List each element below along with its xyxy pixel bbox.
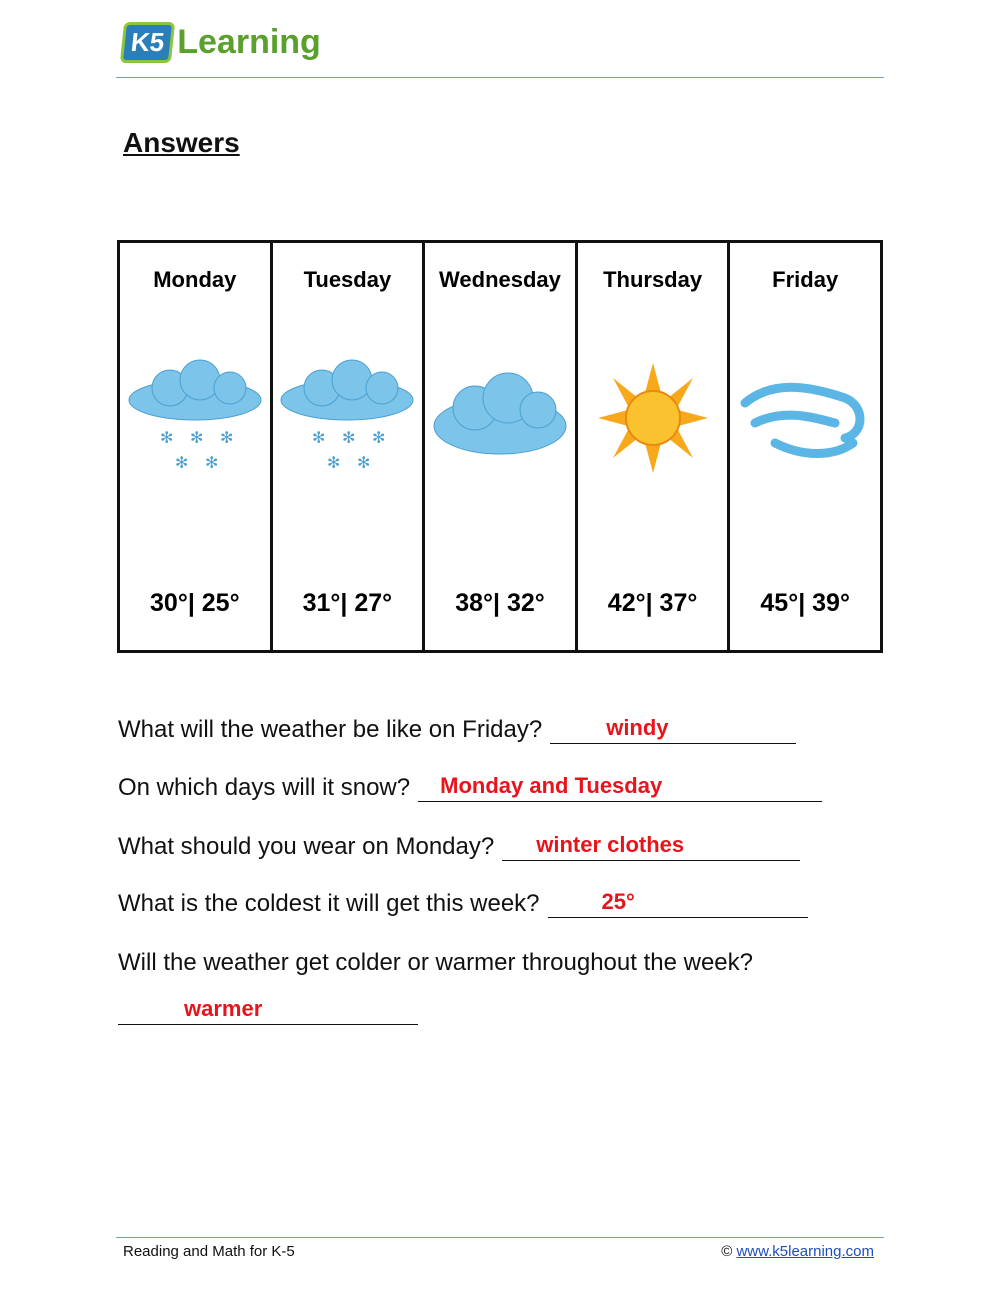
- question-2: [118, 774, 822, 802]
- question-text: Will the weather get colder or warmer throughout the week?: [118, 949, 753, 976]
- cloud-icon: [430, 358, 570, 478]
- svg-text:✻: ✻: [312, 428, 326, 447]
- svg-text:✻: ✻: [342, 428, 356, 447]
- header-divider: [116, 77, 884, 78]
- wind-icon: [735, 358, 875, 478]
- question-5-answer: [118, 996, 418, 1025]
- question-text: On which days will it snow?: [118, 774, 411, 801]
- question-5: [118, 949, 753, 977]
- footer-credit: [721, 1243, 874, 1260]
- temperature: 38°| 32°: [455, 589, 545, 617]
- temperature: 45°| 39°: [760, 589, 850, 617]
- answer-text: warmer: [184, 996, 263, 1021]
- day-column: [273, 243, 426, 650]
- page-title: Answers: [123, 127, 240, 158]
- answer-blank[interactable]: [418, 773, 822, 802]
- k5-learning-logo: [122, 22, 321, 63]
- question-text: What will the weather be like on Friday?: [118, 716, 543, 743]
- footer-tagline: Reading and Math for K-5: [123, 1243, 295, 1260]
- day-name: Tuesday: [303, 267, 392, 292]
- temperature: 31°| 27°: [302, 589, 393, 617]
- svg-text:✻: ✻: [159, 428, 174, 447]
- day-name: Wednesday: [439, 267, 561, 292]
- copyright-symbol: ©: [721, 1243, 733, 1260]
- day-name: Monday: [153, 267, 237, 292]
- day-name: Thursday: [603, 267, 703, 292]
- svg-text:✻: ✻: [327, 453, 341, 472]
- logo-k5: K5: [120, 22, 176, 63]
- svg-text:✻: ✻: [357, 453, 371, 472]
- weather-table: [117, 240, 883, 653]
- day-name: Friday: [772, 267, 839, 292]
- answer-blank[interactable]: [548, 889, 808, 918]
- day-column: [578, 243, 731, 650]
- day-column: [425, 243, 578, 650]
- sun-icon: [583, 358, 723, 478]
- answer-text: 25°: [601, 889, 635, 914]
- svg-text:✻: ✻: [174, 453, 189, 472]
- question-text: What should you wear on Monday?: [118, 833, 495, 860]
- footer-divider: [116, 1237, 884, 1238]
- svg-text:✻: ✻: [372, 428, 386, 447]
- answer-blank[interactable]: [502, 832, 800, 861]
- svg-text:✻: ✻: [219, 428, 234, 447]
- question-text: What is the coldest it will get this week?: [118, 890, 540, 917]
- answer-text: windy: [606, 715, 669, 740]
- temperature: 30°| 25°: [150, 589, 240, 617]
- temperature: 42°| 37°: [607, 589, 698, 617]
- answer-text: Monday and Tuesday: [440, 773, 663, 798]
- day-column: [120, 243, 273, 650]
- answer-text: winter clothes: [536, 832, 685, 857]
- website-link[interactable]: www.k5learning.com: [736, 1243, 874, 1260]
- svg-text:✻: ✻: [204, 453, 219, 472]
- day-column: [730, 243, 880, 650]
- question-4: [118, 890, 808, 918]
- svg-text:✻: ✻: [189, 428, 204, 447]
- answer-blank[interactable]: [550, 715, 796, 744]
- snow-cloud-icon: [277, 358, 417, 478]
- snow-cloud-icon: [125, 358, 265, 478]
- logo-learning: Learning: [177, 23, 321, 61]
- answer-blank[interactable]: [118, 996, 418, 1025]
- question-1: [118, 716, 796, 744]
- question-3: [118, 833, 800, 861]
